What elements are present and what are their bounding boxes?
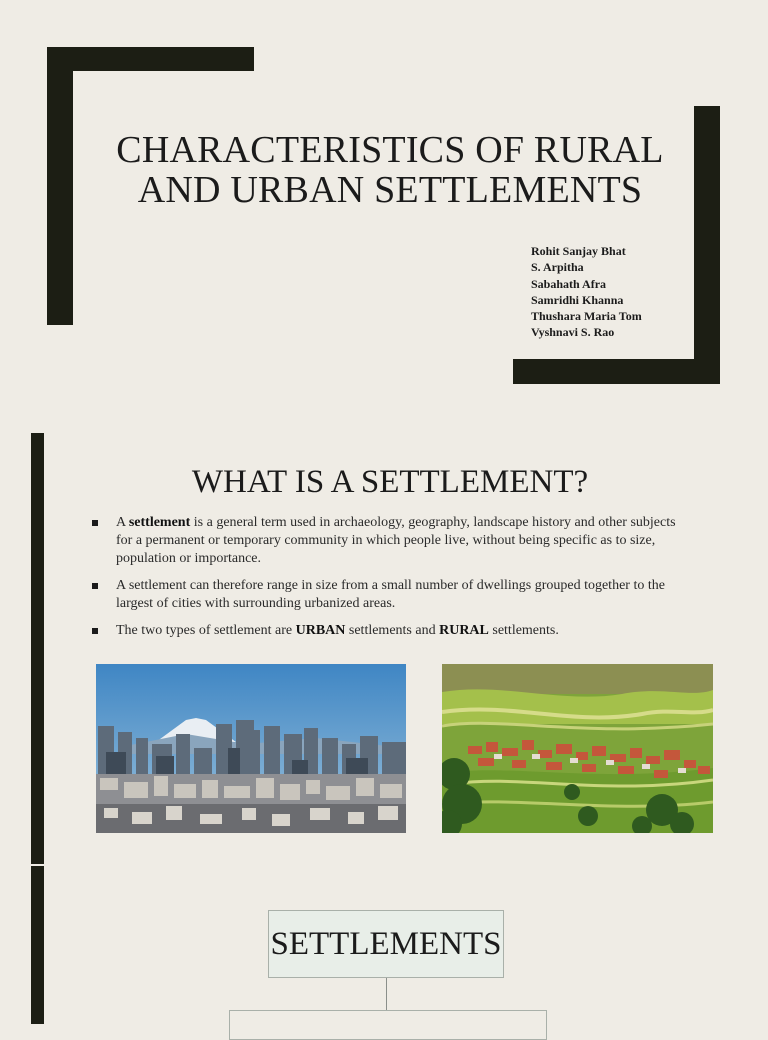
bullet-square-icon	[92, 520, 98, 526]
author-name: Thushara Maria Tom	[531, 309, 642, 324]
author-name: Vyshnavi S. Rao	[531, 325, 615, 340]
bullet-list	[92, 514, 682, 649]
slide-title	[80, 130, 700, 210]
author-name: Sabahath Afra	[531, 276, 607, 291]
bold-term: URBAN	[295, 623, 346, 638]
settlements-child-node	[229, 1010, 547, 1040]
bold-term: settlement	[128, 515, 191, 530]
bullet-square-icon	[92, 583, 98, 589]
title-line-2: AND URBAN SETTLEMENTS	[137, 169, 643, 211]
bullet-item: A settlement is a general term used in archaeology, geography, landscape history and other subjects for a permanent or temporary community in which people live, without being specific as to size, population or importance.	[92, 514, 682, 568]
slide3-left-accent-bar	[31, 866, 44, 1024]
bullet-item: A settlement can therefore range in size from a small number of dwellings grouped together to the largest of cities with surrounding urbanized areas.	[92, 577, 682, 613]
author-name: S. Arpitha	[531, 260, 584, 275]
frame-bottom-right-horizontal	[513, 359, 720, 384]
frame-top-left-vertical	[47, 47, 73, 325]
bullet-square-icon	[92, 628, 98, 634]
section-heading: WHAT IS A SETTLEMENT?	[191, 464, 589, 500]
tree-connector-line	[386, 978, 387, 1011]
city-skyline-image	[96, 664, 406, 833]
urban-city-photo	[96, 664, 406, 833]
rural-landscape-image	[442, 664, 713, 833]
bold-term: RURAL	[439, 623, 489, 638]
slide2-left-accent-bar	[31, 433, 44, 864]
author-name: Samridhi Khanna	[531, 292, 624, 307]
title-line-1: CHARACTERISTICS OF RURAL	[116, 129, 664, 171]
author-name: Rohit Sanjay Bhat	[531, 244, 626, 258]
author-list	[531, 243, 642, 341]
frame-top-left-horizontal	[47, 47, 254, 71]
rural-village-photo	[442, 664, 713, 833]
bullet-item: The two types of settlement are URBAN settlements and RURAL settlements.	[92, 622, 682, 640]
settlements-root-node: SETTLEMENTS	[268, 910, 504, 978]
